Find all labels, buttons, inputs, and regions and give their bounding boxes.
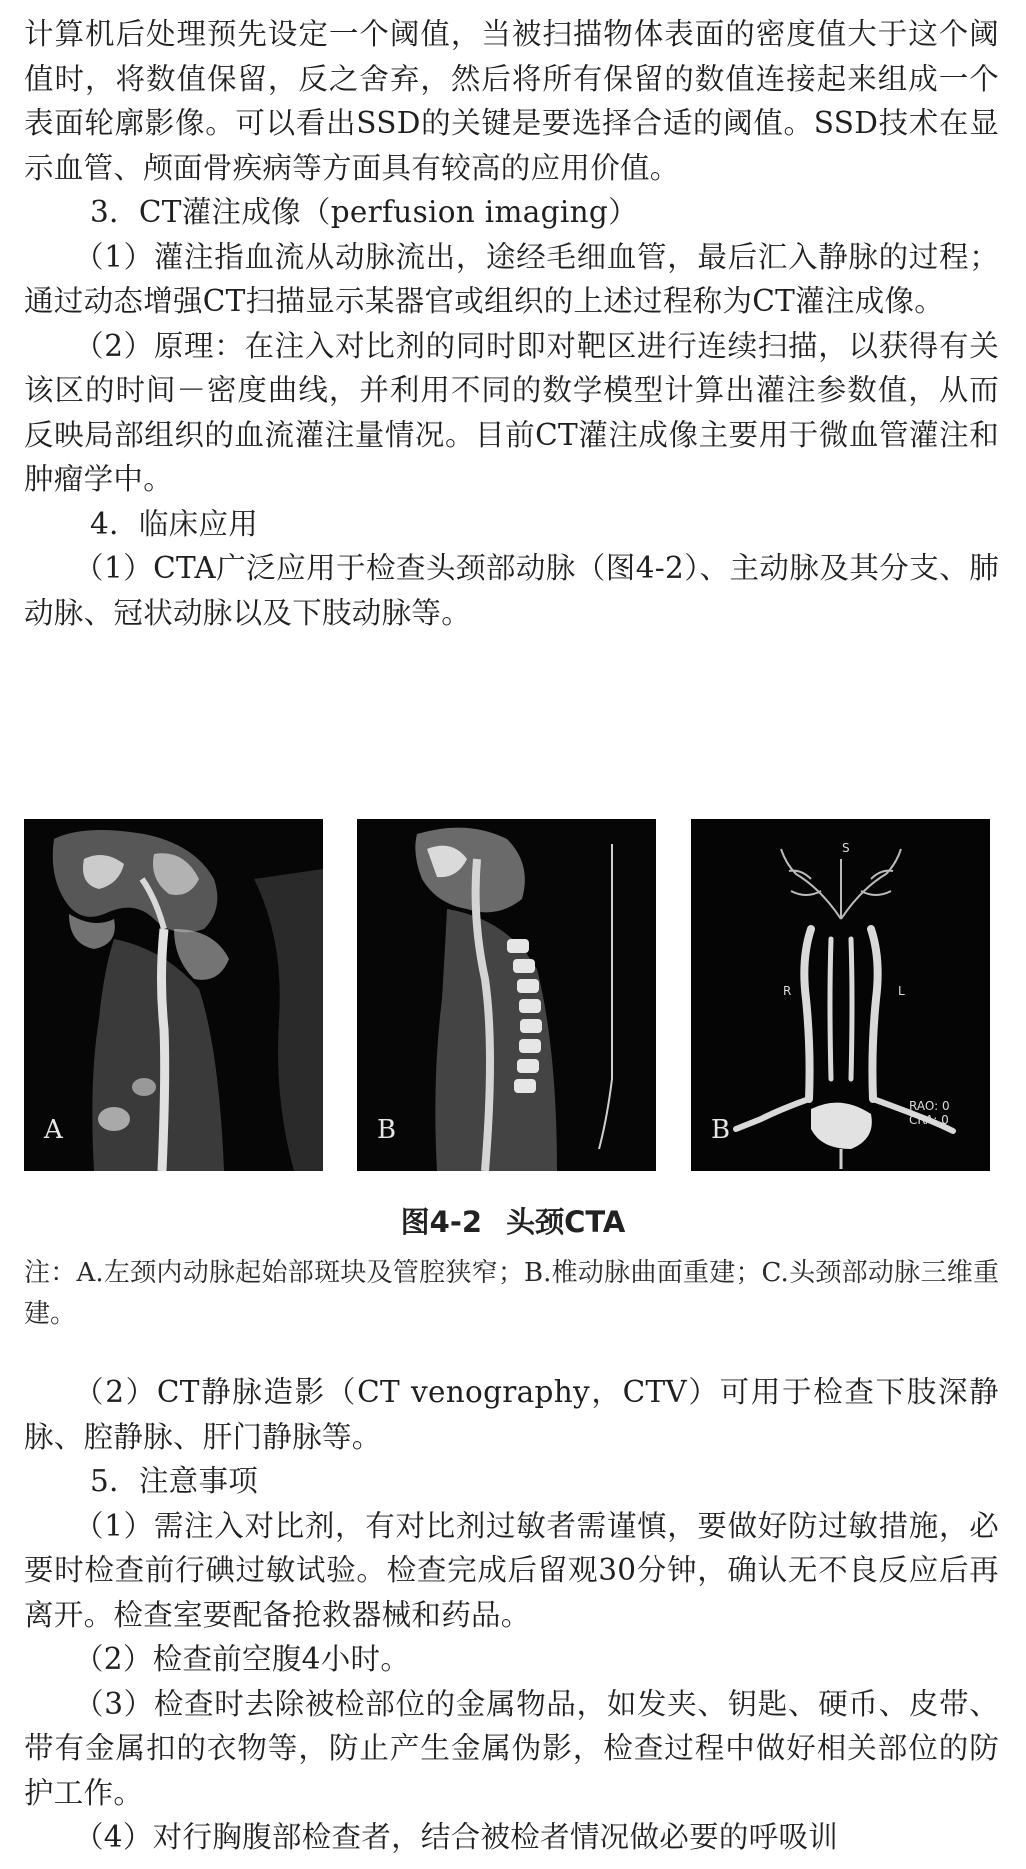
figure-panel-a bbox=[24, 819, 323, 1171]
paragraph-ssd: 计算机后处理预先设定一个阈值，当被扫描物体表面的密度值大于这个阈值时，将数值保留，反之舍弃，然后将所有保留的数值连接起来组成一个表面轮廓影像。可以看出SSD的关键是要选择合适的阈值。SSD技术在显示血管、颅面骨疾病等方面具有较高的应用价值。 bbox=[24, 17, 999, 185]
panel-c-label-r: R bbox=[783, 984, 792, 998]
paragraph-perfusion-principle: （2）原理：在注入对比剂的同时即对靶区进行连续扫描，以获得有关该区的时间－密度曲线，并利用不同的数学模型计算出灌注参数值，从而反映局部组织的血流灌注量情况。目前CT灌注成像主要用于微血管灌注和肿瘤学中。 bbox=[24, 328, 999, 496]
panel-c-label-rao: RAO: 0 bbox=[909, 1099, 950, 1113]
heading-clinical-application: 4．临床应用 bbox=[90, 506, 259, 541]
body-text-bottom bbox=[24, 1370, 999, 1860]
body-text-top bbox=[24, 12, 999, 635]
figure-title: 头颈CTA bbox=[506, 1205, 626, 1239]
panel-c-label-l: L bbox=[898, 984, 905, 998]
heading-ct-perfusion: 3．CT灌注成像（perfusion imaging） bbox=[90, 195, 638, 229]
figure-caption bbox=[0, 1200, 1026, 1241]
paragraph-perfusion-definition: （1）灌注指血流从动脉流出，途经毛细血管，最后汇入静脉的过程；通过动态增强CT扫描显示某器官或组织的上述过程称为CT灌注成像。 bbox=[24, 239, 999, 318]
figure-panel-c bbox=[691, 819, 990, 1171]
panel-c-label-cra: CRA: 0 bbox=[909, 1113, 949, 1127]
figure-panel-b bbox=[357, 819, 656, 1171]
figure-4-2 bbox=[24, 819, 1001, 1171]
paragraph-precaution-1: （1）需注入对比剂，有对比剂过敏者需谨慎，要做好防过敏措施，必要时检查前行碘过敏试验。检查完成后留观30分钟，确认无不良反应后再离开。检查室要配备抢救器械和药品。 bbox=[24, 1508, 999, 1632]
panel-c-label-s: S bbox=[842, 841, 850, 855]
paragraph-precaution-3: （3）检查时去除被检部位的金属物品，如发夹、钥匙、硬币、皮带、带有金属扣的衣物等，防止产生金属伪影，检查过程中做好相关部位的防护工作。 bbox=[24, 1686, 999, 1810]
panel-c-letter: B bbox=[711, 1115, 731, 1145]
figure-note: 注：A.左颈内动脉起始部斑块及管腔狭窄；B.椎动脉曲面重建；C.头颈部动脉三维重建。 bbox=[24, 1258, 999, 1329]
paragraph-precaution-4: （4）对行胸腹部检查者，结合被检者情况做必要的呼吸训 bbox=[74, 1820, 839, 1854]
paragraph-precaution-2: （2）检查前空腹4小时。 bbox=[74, 1642, 411, 1676]
paragraph-ctv: （2）CT静脉造影（CT venography，CTV）可用于检查下肢深静脉、腔静脉、肝门静脉等。 bbox=[24, 1375, 999, 1454]
panel-a-letter: A bbox=[44, 1115, 63, 1145]
panel-a-image bbox=[24, 819, 323, 1171]
heading-precautions: 5．注意事项 bbox=[90, 1464, 259, 1498]
figure-number: 图4-2 bbox=[400, 1205, 483, 1239]
panel-b-image bbox=[357, 819, 656, 1171]
panel-b-letter: B bbox=[377, 1115, 397, 1145]
paragraph-cta-application: （1）CTA广泛应用于检查头颈部动脉（图4-2）、主动脉及其分支、肺动脉、冠状动脉以及下肢动脉等。 bbox=[24, 551, 999, 630]
